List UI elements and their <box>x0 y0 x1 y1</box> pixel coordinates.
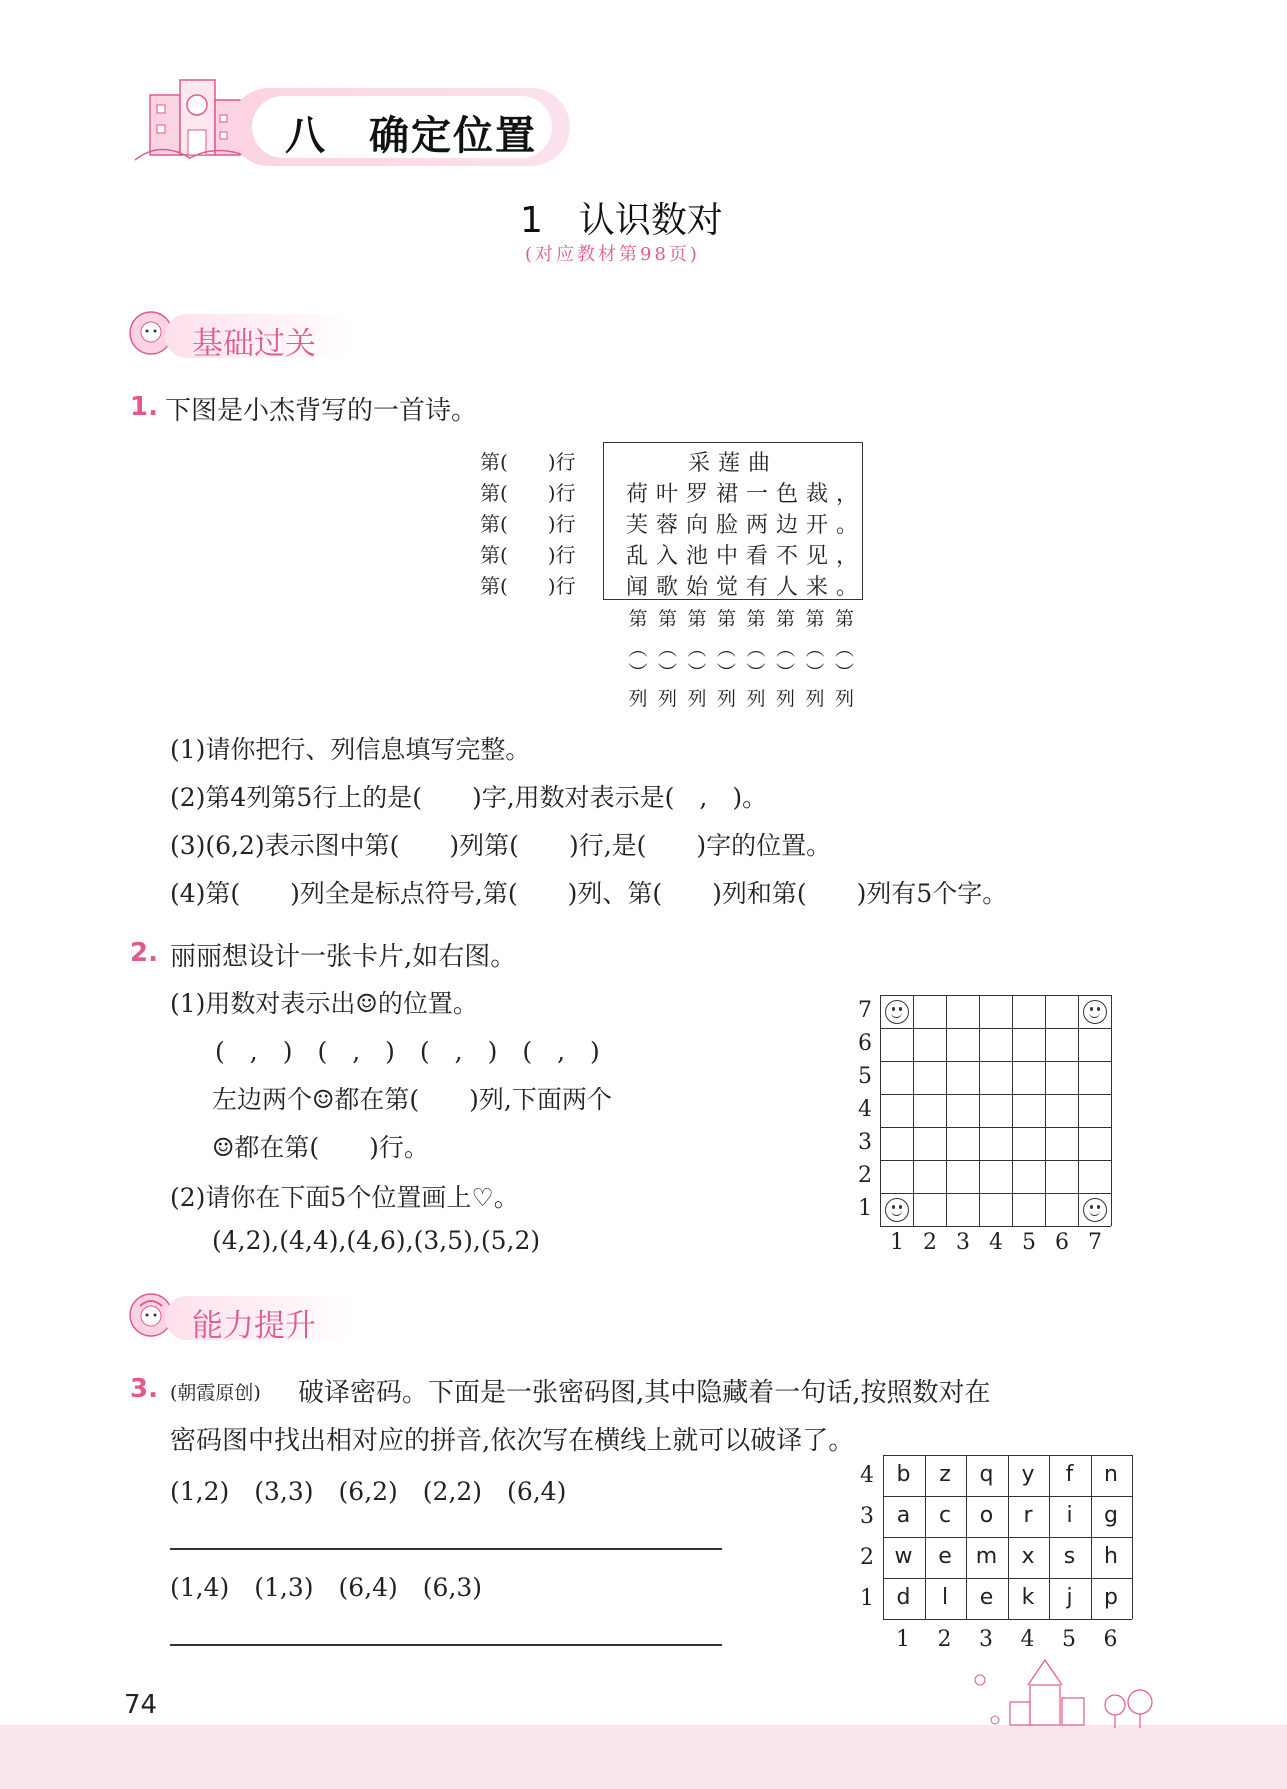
column-label-top: 第 <box>834 608 854 630</box>
question-3-text: 破译密码。下面是一张密码图,其中隐藏着一句话,按照数对在 <box>298 1378 991 1408</box>
grid-line-h <box>880 1193 1111 1194</box>
column-paren-close: ︶ <box>805 662 825 684</box>
grid-line-v <box>946 995 947 1226</box>
cipher-cell: m <box>975 1544 998 1569</box>
grid-line-v <box>1111 995 1112 1226</box>
grid-x-label: 4 <box>989 1230 1003 1255</box>
answer-line-1 <box>170 1548 722 1550</box>
cipher-grid <box>855 1452 1135 1652</box>
cipher-x-label: 1 <box>896 1627 910 1652</box>
smiley-icon <box>1083 1000 1107 1024</box>
grid-y-label: 6 <box>858 1031 872 1056</box>
cipher-cell: a <box>896 1503 911 1528</box>
cipher-cell: s <box>1063 1544 1076 1569</box>
question-2-sub-1c: ☺都在第( )行。 <box>212 1133 429 1162</box>
column-label-top: 第 <box>805 608 825 630</box>
question-2-number: 2. <box>130 938 158 968</box>
question-2-sub-1b: 左边两个☺都在第( )列,下面两个 <box>212 1085 612 1114</box>
question-3-pairs-2: (1,4) (1,3) (6,4) (6,3) <box>170 1573 483 1602</box>
grid-y-label: 7 <box>858 998 872 1023</box>
column-label-top: 第 <box>716 608 736 630</box>
grid-x-label: 6 <box>1055 1230 1069 1255</box>
cipher-x-label: 3 <box>979 1627 993 1652</box>
cipher-cell: z <box>939 1462 951 1487</box>
grid-line-h <box>880 1160 1111 1161</box>
cipher-cell: k <box>1021 1585 1035 1610</box>
cipher-y-label: 3 <box>860 1504 874 1529</box>
question-1-sub-2: (2)第4列第5行上的是( )字,用数对表示是( , )。 <box>170 783 768 812</box>
row-label: 第( )行 <box>480 574 576 598</box>
question-2-positions: (4,2),(4,4),(4,6),(3,5),(5,2) <box>212 1226 541 1255</box>
grid-line-h <box>880 1094 1111 1095</box>
cipher-cell: x <box>1021 1544 1035 1569</box>
cipher-cell: p <box>1104 1585 1118 1610</box>
poem-line: 荷叶罗裙一色裁， <box>626 482 867 507</box>
cipher-line-h <box>883 1619 1132 1620</box>
grid-x-label: 5 <box>1022 1230 1036 1255</box>
question-2-text: 丽丽想设计一张卡片,如右图。 <box>170 942 517 972</box>
column-paren-close: ︶ <box>628 662 648 684</box>
grid-x-label: 3 <box>956 1230 970 1255</box>
grid-x-label: 1 <box>890 1230 904 1255</box>
question-3-source: (朝霞原创) <box>170 1382 261 1404</box>
page-number: 74 <box>124 1690 158 1720</box>
grid-line-v <box>1078 995 1079 1226</box>
grid-line-v <box>1045 995 1046 1226</box>
column-label-bottom: 列 <box>775 688 795 710</box>
column-paren-close: ︶ <box>657 662 677 684</box>
poem-title: 采莲曲 <box>688 451 779 476</box>
column-paren-open: ︵ <box>746 638 766 660</box>
grid-line-v <box>979 995 980 1226</box>
poem-row-labels <box>480 446 576 601</box>
question-3-number: 3. <box>130 1374 158 1404</box>
poem-line: 闻歌始觉有人来。 <box>626 575 867 600</box>
row-label: 第( )行 <box>480 450 576 474</box>
grid-line-h <box>880 1226 1111 1227</box>
grid-x-label: 7 <box>1088 1230 1102 1255</box>
question-1-number: 1. <box>130 392 158 422</box>
question-1-sub-3: (3)(6,2)表示图中第( )列第( )行,是( )字的位置。 <box>170 831 832 860</box>
cipher-cell: g <box>1104 1503 1118 1528</box>
cipher-x-label: 5 <box>1062 1627 1076 1652</box>
lesson-title: 1 认识数对 <box>520 200 723 241</box>
grid-line-v <box>913 995 914 1226</box>
chapter-title: 八 确定位置 <box>285 113 537 159</box>
cipher-cell: n <box>1104 1462 1118 1487</box>
poem-column-labels <box>626 604 866 714</box>
grid-line-v <box>880 995 881 1226</box>
cipher-y-label: 1 <box>860 1586 874 1611</box>
column-paren-close: ︶ <box>687 662 707 684</box>
cipher-line-v <box>1132 1455 1133 1619</box>
column-paren-open: ︵ <box>716 638 736 660</box>
question-1-sub-4: (4)第( )列全是标点符号,第( )列、第( )列和第( )列有5个字。 <box>170 879 1008 908</box>
row-label: 第( )行 <box>480 481 576 505</box>
poem-line: 乱入池中看不见， <box>626 544 867 569</box>
column-label-top: 第 <box>746 608 766 630</box>
question-2-sub-2: (2)请你在下面5个位置画上♡。 <box>170 1183 519 1212</box>
column-paren-open: ︵ <box>834 638 854 660</box>
cipher-cell: q <box>979 1462 994 1487</box>
cipher-cell: b <box>896 1462 911 1487</box>
column-label-bottom: 列 <box>687 688 707 710</box>
cipher-cell: o <box>979 1503 994 1528</box>
column-paren-open: ︵ <box>657 638 677 660</box>
section-title-advanced: 能力提升 <box>192 1308 316 1344</box>
column-label-bottom: 列 <box>746 688 766 710</box>
grid-y-label: 1 <box>858 1196 872 1221</box>
cipher-x-label: 4 <box>1020 1627 1035 1652</box>
grid-line-h <box>880 1028 1111 1029</box>
row-label: 第( )行 <box>480 512 576 536</box>
cipher-cell: w <box>894 1544 913 1569</box>
question-3-pairs-1: (1,2) (3,3) (6,2) (2,2) (6,4) <box>170 1477 567 1506</box>
question-2-pairs-blank: ( , ) ( , ) ( , ) ( , ) <box>215 1037 600 1066</box>
grid-line-h <box>880 995 1111 996</box>
column-label-bottom: 列 <box>628 688 648 710</box>
column-paren-close: ︶ <box>746 662 766 684</box>
cipher-x-label: 6 <box>1103 1627 1118 1652</box>
lesson-reference: (对应教材第98页) <box>525 244 700 265</box>
cipher-cell: e <box>979 1585 994 1610</box>
column-label-top: 第 <box>657 608 677 630</box>
smiley-icon <box>1083 1198 1107 1222</box>
section-title-basic: 基础过关 <box>192 326 316 362</box>
column-label-bottom: 列 <box>834 688 854 710</box>
row-label: 第( )行 <box>480 543 576 567</box>
footer-band <box>0 1725 1287 1789</box>
answer-line-2 <box>170 1644 722 1646</box>
column-paren-open: ︵ <box>805 638 825 660</box>
column-label-top: 第 <box>687 608 707 630</box>
cipher-cell: e <box>938 1544 952 1569</box>
cipher-cell: j <box>1066 1585 1073 1610</box>
grid-y-label: 3 <box>858 1130 872 1155</box>
cipher-cell: r <box>1023 1503 1033 1528</box>
column-label-bottom: 列 <box>716 688 736 710</box>
grid-y-label: 5 <box>858 1064 872 1089</box>
cipher-y-label: 4 <box>860 1463 874 1488</box>
column-paren-open: ︵ <box>628 638 648 660</box>
cipher-cell: d <box>896 1585 911 1610</box>
column-label-top: 第 <box>628 608 648 630</box>
question-1-text: 下图是小杰背写的一首诗。 <box>165 396 478 426</box>
question-1-sub-1: (1)请你把行、列信息填写完整。 <box>170 735 531 764</box>
cipher-x-label: 2 <box>937 1627 952 1652</box>
grid-line-h <box>880 1061 1111 1062</box>
grid-y-label: 2 <box>858 1163 872 1188</box>
column-paren-open: ︵ <box>775 638 795 660</box>
castle-illustration <box>950 1650 1170 1730</box>
grid-y-label: 4 <box>858 1097 872 1122</box>
column-paren-close: ︶ <box>834 662 854 684</box>
smiley-icon <box>885 1000 909 1024</box>
grid-x-label: 2 <box>923 1230 937 1255</box>
column-label-top: 第 <box>775 608 795 630</box>
poem-line: 芙蓉向脸两边开。 <box>626 513 867 538</box>
cipher-y-label: 2 <box>860 1545 874 1570</box>
question-2-sub-1: (1)用数对表示出☺的位置。 <box>170 989 478 1018</box>
cipher-cell: i <box>1066 1503 1073 1528</box>
smiley-icon <box>885 1198 909 1222</box>
cipher-cell: y <box>1021 1462 1035 1487</box>
cipher-cell: c <box>938 1503 952 1528</box>
column-paren-open: ︵ <box>687 638 707 660</box>
card-grid <box>855 995 1115 1260</box>
cipher-cell: l <box>941 1585 949 1610</box>
column-paren-close: ︶ <box>716 662 736 684</box>
question-3-text-2: 密码图中找出相对应的拼音,依次写在横线上就可以破译了。 <box>170 1426 855 1456</box>
column-paren-close: ︶ <box>775 662 795 684</box>
grid-line-v <box>1012 995 1013 1226</box>
grid-line-h <box>880 1127 1111 1128</box>
column-label-bottom: 列 <box>657 688 677 710</box>
column-label-bottom: 列 <box>805 688 825 710</box>
cipher-cell: f <box>1065 1462 1074 1487</box>
cipher-cell: h <box>1104 1544 1118 1569</box>
